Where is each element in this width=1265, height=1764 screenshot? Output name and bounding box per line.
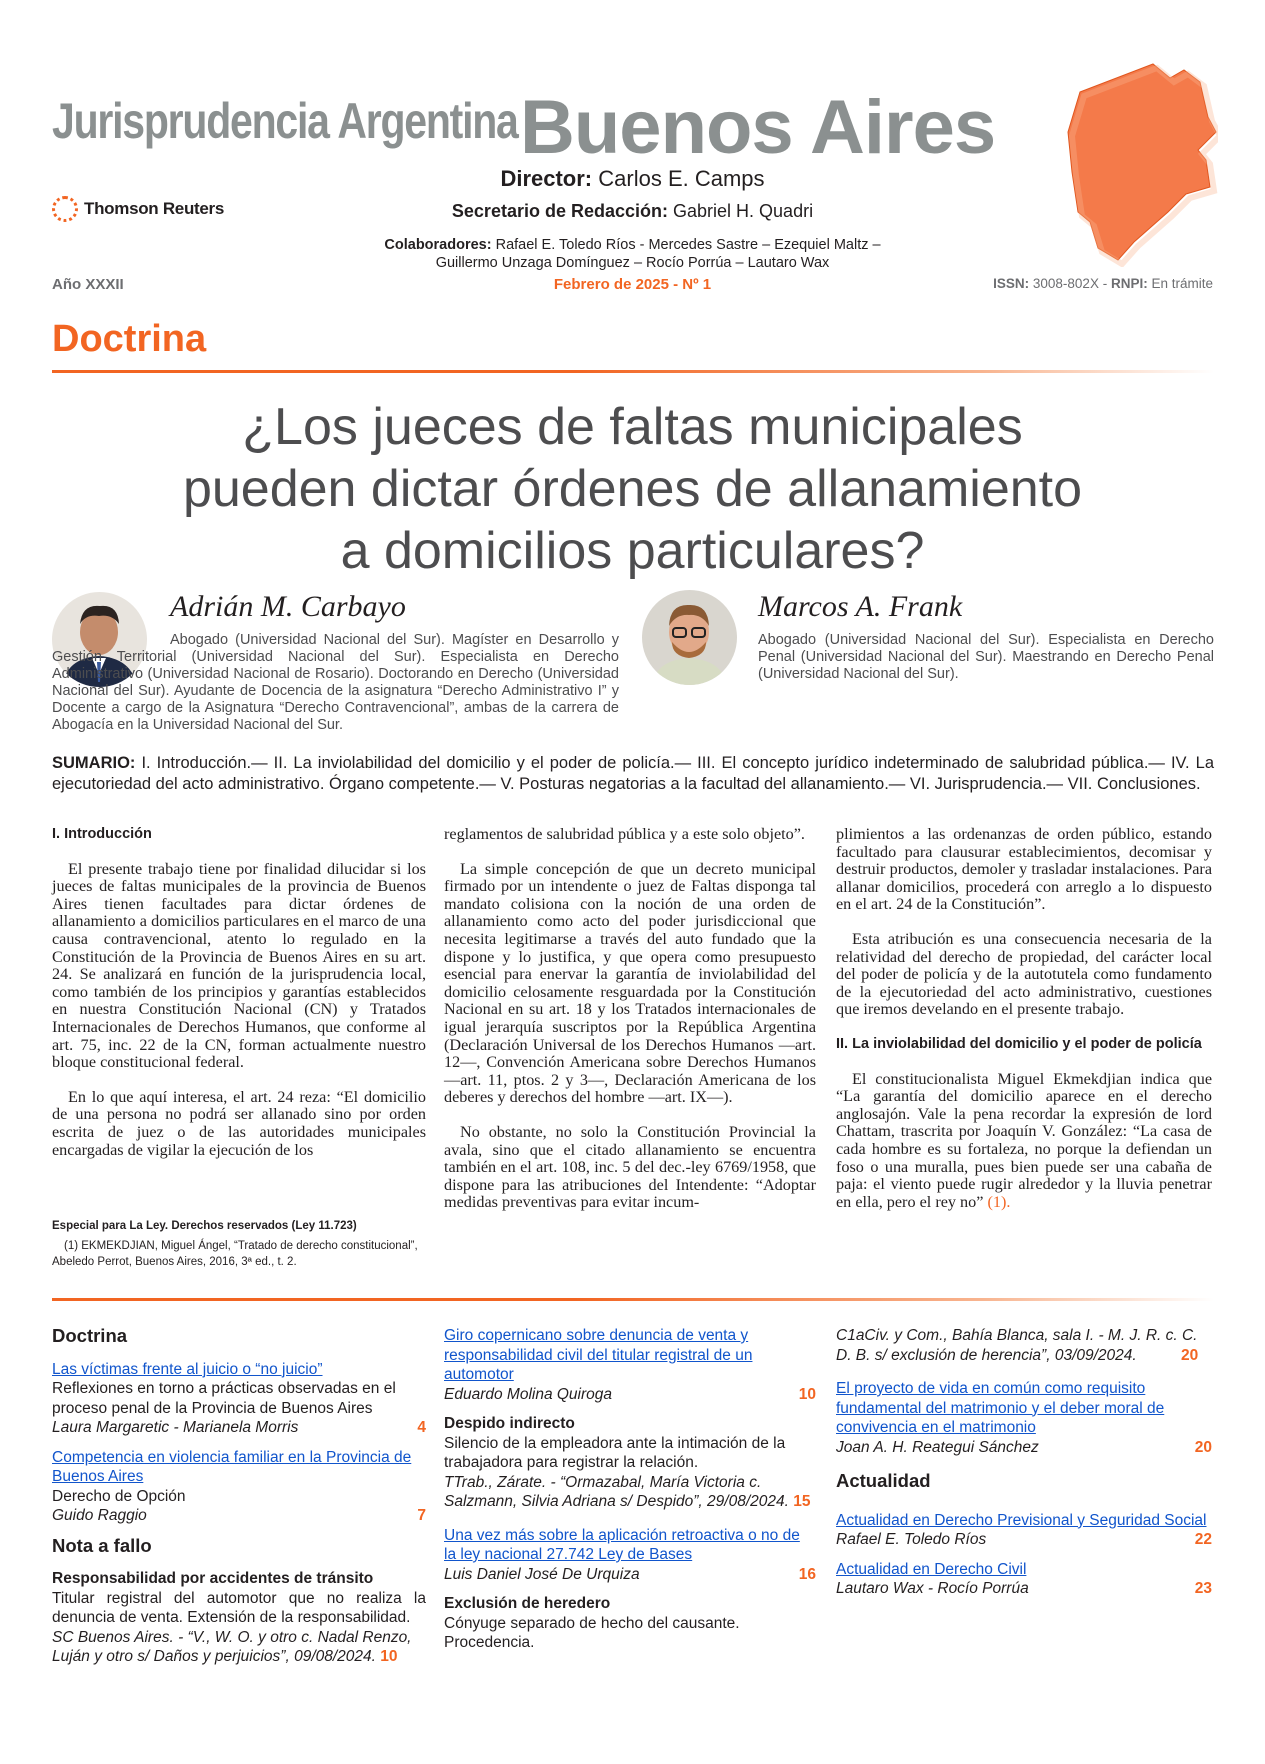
toc-link-victimas[interactable]: Las víctimas frente al juicio o “no juicio” [52,1360,323,1378]
toc-item-page: 16 [798,1565,816,1583]
issn-label: ISSN: [993,276,1030,291]
article-title-line1: ¿Los jueces de faltas municipales [242,398,1023,456]
toc-link-giro-copernicano[interactable]: Giro copernicano sobre denuncia de venta y responsabilidad civil del titular registral de un automotor [444,1327,753,1383]
toc-item [836,1379,1212,1457]
paragraph-text: El constitucionalista Miguel Ekmekdjian indica que “La garantía del domicilio aparece en el derecho anglosajón. Vale la pena recordar la expresión de lord Chattam, trascrita por Joaquín V. González: “La casa de cada hombre es su fortaleza, no porque la defiendan un foso o una muralla, pues bien puede ser una cabaña de paja: el viento puede rugir alrededor y la lluvia penetrar en ella, pero el rey no” [836,1069,1212,1211]
article-column-3 [836,826,1212,1228]
paragraph: reglamentos de salubridad pública y a este solo objeto”. [444,825,805,843]
toc-item-page: 20 [1181,1346,1199,1364]
toc-item-case: C1aCiv. y Com., Bahía Blanca, sala I. - M. J. R. c. C. D. B. s/ exclusión de herencia”, 03/09/2024. [836,1327,1198,1364]
rnpi-value: En trámite [1151,276,1213,291]
toc-item [52,1360,426,1438]
toc-column-3 [836,1326,1212,1609]
issn-value: 3008-802X [1032,276,1099,291]
toc-item [52,1448,426,1526]
toc-item-case: SC Buenos Aires. - “V., W. O. y otro c. Nadal Renzo, Luján y otro s/ Daños y perjuicios”, 09/08/2024. [52,1628,412,1665]
paragraph: No obstante, no solo la Constitución Provincial la avala, sino que el citado allanamiento se encuentra también en el art. 108, inc. 5 del dec.-ley 6769/1958, que dispone para las atribuciones del Intendente: “Adoptar medidas preventivas para evitar incum- [444,1122,816,1212]
toc-link-actualidad-civil[interactable]: Actualidad en Derecho Civil [836,1560,1027,1578]
author-photo-frank [642,590,737,685]
footnote-rights: Especial para La Ley. Derechos reservados (Ley 11.723) [52,1220,357,1232]
section-heading-introduccion: I. Introducción [52,826,152,842]
director-name: Carlos E. Camps [598,166,765,191]
toc-item-category: Despido indirecto [444,1415,575,1432]
article-column-2 [444,826,816,1229]
toc-item [444,1326,816,1404]
section-title: Doctrina [52,318,207,360]
toc-item-desc: Titular registral del automotor que no realiza la denuncia de venta. Extensión de la responsabilidad. [52,1589,426,1626]
toc-item-category: Responsabilidad por accidentes de tránsito [52,1570,374,1587]
secretario-label: Secretario de Redacción: [451,201,668,221]
issn-info: ISSN: 3008-802X - RNPI: En trámite [993,276,1213,291]
thomson-reuters-logo [52,196,224,222]
toc-heading-doctrina: Doctrina [52,1325,128,1346]
sumario-label: SUMARIO: [52,754,136,772]
toc-item [52,1569,426,1667]
colaboradores-line1: Rafael E. Toledo Ríos - Mercedes Sastre – Ezequiel Maltz – [495,237,881,253]
colaboradores-label: Colaboradores: [384,237,492,253]
article-title-line3: a domicilios particulares? [340,522,925,580]
toc-item-page: 10 [798,1385,816,1403]
colaboradores [330,236,935,272]
toc-heading-actualidad: Actualidad [836,1470,931,1491]
paragraph: Esta atribución es una consecuencia necesaria de la relatividad del derecho de propiedad, del carácter local del poder de policía y de la autotutela como fundamento de la ejecutoriedad del acto administrativo, cuestiones que iremos develando en el presente trabajo. [836,929,1212,1019]
sumario-text: I. Introducción.— II. La inviolabilidad del domicilio y el poder de policía.— III. El concepto jurídico indeterminado de salubridad pública.— IV. La ejecutoriedad del acto administrativo. Órgano competente.— V. Posturas negatorias a la facultad del allanamiento.— VI. Jurisprudencia.— VII. Conclusiones. [52,754,1214,793]
footnote-ref-link[interactable]: (1). [987,1192,1011,1211]
toc-item-case: TTrab., Zárate. - “Ormazabal, María Victoria c. Salzmann, Silvia Adriana s/ Despido”, 29/08/2024. [444,1473,789,1510]
toc-item-page: 15 [793,1493,811,1510]
toc-item-author: Laura Margaretic - Marianela Morris [52,1419,299,1436]
author-bio-frank: Abogado (Universidad Nacional del Sur). Especialista en Derecho Penal (Universidad Nacional del Sur). Maestrando en Derecho Penal (Universidad Nacional del Sur). [758,632,1214,682]
toc-item-author: Luis Daniel José De Urquiza [444,1565,640,1583]
toc-item-desc: Reflexiones en torno a prácticas observadas en el proceso penal de la Provincia de Buenos Aires [52,1380,396,1417]
toc-item [444,1526,816,1585]
publisher-name: Thomson Reuters [84,199,225,218]
toc-item-page: 20 [1194,1438,1212,1456]
masthead-title-left: Jurisprudencia Argentina [52,93,518,149]
section-heading-inviolabilidad: II. La inviolabilidad del domicilio y el poder de policía [836,1035,1202,1052]
toc-item-page: 23 [1194,1580,1212,1597]
issue-year: Año XXXII [52,276,124,293]
footnote-1: (1) EKMEKDJIAN, Miguel Ángel, “Tratado de derecho constitucional”, Abeledo Perrot, Buenos Aires, 2016, 3ª ed., t. 2. [52,1240,418,1268]
rnpi-label: RNPI: [1110,276,1148,291]
toc-item-author: Guido Raggio [52,1507,147,1524]
secretario-name: Gabriel H. Quadri [673,201,814,221]
toc-item [836,1511,1212,1550]
toc-link-actualidad-previsional[interactable]: Actualidad en Derecho Previsional y Seguridad Social [836,1511,1207,1529]
toc-item-page: 4 [417,1419,426,1436]
toc-item-page: 22 [1194,1531,1212,1548]
toc-heading-nota-a-fallo: Nota a fallo [52,1534,152,1556]
toc-link-proyecto-de-vida[interactable]: El proyecto de vida en común como requisito fundamental del matrimonio y el deber moral de convivencia en el matrimonio [836,1380,1165,1436]
paragraph: El presente trabajo tiene por finalidad dilucidar si los jueces de faltas municipales de la provincia de Buenos Aires tienen facultades para dictar órdenes de allanamiento a domicilios particulares en el marco de una causa contravencional, atento lo regulado en la Constitución de la Provincia de Buenos Aires en su art. 24. Se analizará en función de la jurisprudencia local, como también de los principios y garantías establecidos en nuestra Constitución Nacional (CN) y Tratados Internacionales de Derechos Humanos, que conforme al art. 75, inc. 22 de la CN, forman actualmente nuestro bloque constitucional federal. [52,859,426,1072]
author-name-carbayo: Adrián M. Carbayo [170,590,406,623]
toc-item-desc: Derecho de Opción [52,1487,186,1505]
masthead-title-right: Buenos Aires [520,85,996,170]
section-rule [52,370,1214,373]
buenos-aires-map-icon [1058,62,1218,267]
article-title-line2: pueden dictar órdenes de allanamiento [182,460,1083,518]
toc-column-1 [52,1326,426,1677]
toc-rule [52,1298,1214,1301]
toc-item [444,1594,816,1653]
toc-item [836,1326,1212,1365]
issue-date: Febrero de 2025 - Nº 1 [553,276,712,293]
colaboradores-line2: Guillermo Unzaga Domínguez – Rocío Porrúa – Lautaro Wax [435,255,830,271]
toc-item-author: Joan A. H. Reategui Sánchez [836,1438,1039,1456]
paragraph: En lo que aquí interesa, el art. 24 reza: “El domicilio de una persona no podrá ser allanado sino por orden escrita de juez o de las autoridades municipales encargadas de vigilar la ejecución de los [52,1087,426,1159]
toc-link-competencia[interactable]: Competencia en violencia familiar en la Provincia de Buenos Aires [52,1448,412,1485]
author-name-frank: Marcos A. Frank [758,590,963,623]
toc-item-author: Rafael E. Toledo Ríos [836,1531,987,1548]
toc-item-page: 7 [417,1507,426,1524]
toc-column-2 [444,1326,816,1663]
toc-item-author: Lautaro Wax - Rocío Porrúa [836,1580,1029,1597]
author-bio-carbayo: Abogado (Universidad Nacional del Sur). Magíster en Desarrollo y Gestión Territorial (Universidad Nacional del Sur). Especialista en Derecho Administrativo (Universidad Nacional de Rosario). Doctorando en Derecho (Universidad Nacional del Sur). Ayudante de Docencia de la asignatura “Derecho Administrativo I” y Docente a cargo de la Asignatura “Derecho Contravencional”, ambas de la carrera de Abogacía en la Universidad Nacional del Sur. [52,632,619,733]
article-title [60,396,1205,582]
director-label: Director: [500,166,593,191]
toc-item-desc: Cónyuge separado de hecho del causante. Procedencia. [444,1614,740,1651]
toc-link-ley-bases[interactable]: Una vez más sobre la aplicación retroactiva o no de la ley nacional 27.742 Ley de Bases [444,1526,800,1563]
toc-item-desc: Silencio de la empleadora ante la intimación de la trabajadora para registrar la relación. [444,1434,786,1471]
footnote-block [52,1218,426,1270]
toc-item-page: 10 [380,1648,398,1665]
toc-item [444,1414,816,1512]
paragraph: plimientos a las ordenanzas de orden público, estando facultado para clausurar establecimientos, decomisar y destruir productos, demoler y trasladar instalaciones. Para allanar domicilios, procederá con arreglo a lo dispuesto en el art. 24 de la Constitución”. [836,825,1212,914]
toc-item [836,1560,1212,1599]
paragraph [836,1071,1212,1212]
thomson-reuters-dots-icon [52,196,78,222]
article-column-1 [52,826,426,1176]
director-line [0,166,1265,192]
paragraph: La simple concepción de que un decreto municipal firmado por un intendente o juez de Faltas disponga tal mandato colisiona con la noción de una orden de allanamiento como acto del poder jurisdiccional que necesita legitimarse a través del auto fundado que la dispone y lo justifica, y que opera como presupuesto esencial para enervar la garantía de inviolabilidad del domicilio celosamente resguardada por la Constitución Nacional en su art. 18 y los Tratados internacionales de igual jerarquía suscriptos por la República Argentina (Declaración Universal de los Derechos Humanos —art. 12—, Convención Americana sobre Derechos Humanos —art. 11, ptos. 2 y 3—, Declaración Americana de los deberes y derechos del hombre —art. IX—). [444,859,816,1107]
sumario [52,753,1214,795]
toc-item-category: Exclusión de heredero [444,1595,611,1612]
toc-item-author: Eduardo Molina Quiroga [444,1385,613,1403]
